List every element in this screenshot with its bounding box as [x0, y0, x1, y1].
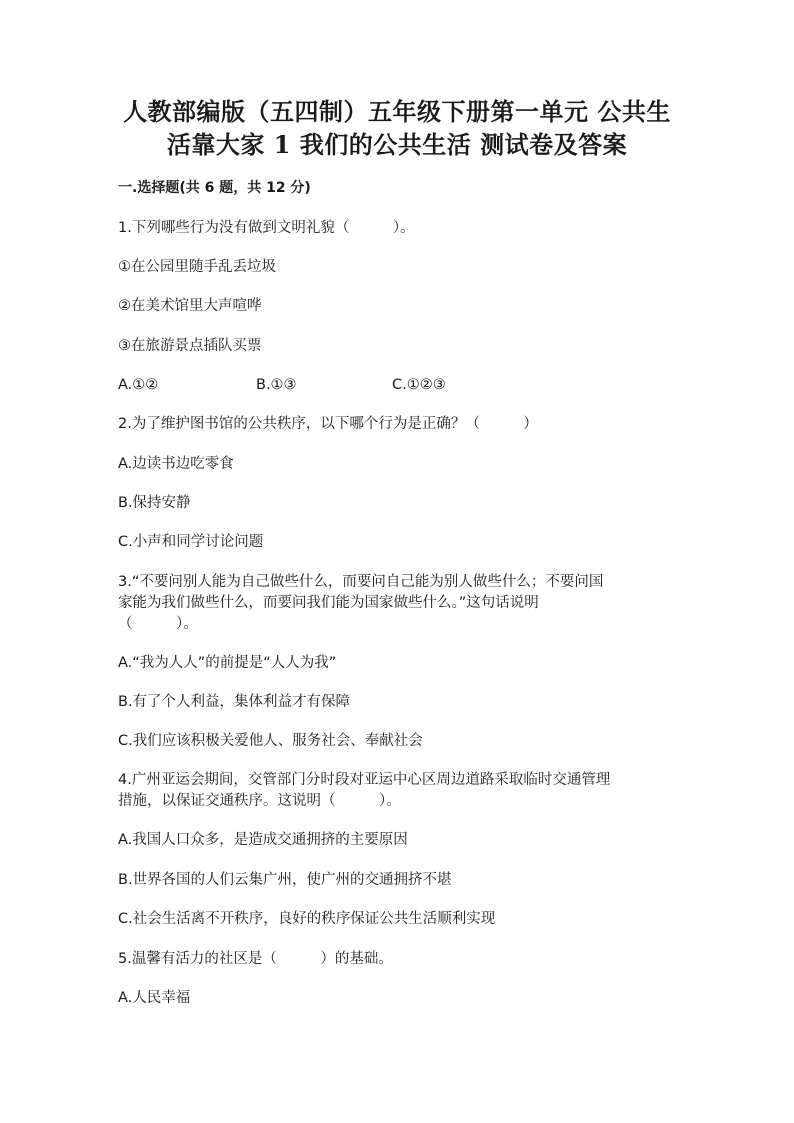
question-5-option-a: A.人民幸福	[118, 990, 191, 1006]
question-3-stem-line-2: 家能为我们做些什么，而要问我们能为国家做些什么。”这句话说明	[118, 595, 539, 611]
question-2-option-c: C.小声和同学讨论问题	[118, 534, 264, 550]
document-title-line-1: 人教部编版（五四制）五年级下册第一单元 公共生	[123, 97, 671, 126]
question-1-option-a: A.①②	[118, 377, 159, 393]
question-2-stem: 2.为了维护图书馆的公共秩序，以下哪个行为是正确？（ ）	[118, 416, 538, 432]
document-title-line-2: 活靠大家 1 我们的公共生活 测试卷及答案	[166, 130, 628, 159]
question-2-option-b: B.保持安静	[118, 495, 191, 511]
section-heading: 一.选择题(共 6 题，共 12 分)	[118, 180, 311, 196]
question-1-option-c: C.①②③	[392, 377, 446, 393]
question-3-stem-line-3: （ ）。	[118, 616, 198, 632]
question-1-item-1: ①在公园里随手乱丢垃圾	[118, 259, 276, 275]
question-4-option-c: C.社会生活离不开秩序，良好的秩序保证公共生活顺利实现	[118, 911, 496, 927]
question-1-option-b: B.①③	[256, 377, 297, 393]
question-2-option-a: A.边读书边吃零食	[118, 456, 234, 472]
question-4-stem-line-1: 4.广州亚运会期间，交管部门分时段对亚运中心区周边道路采取临时交通管理	[118, 772, 611, 788]
question-1-stem: 1.下列哪些行为没有做到文明礼貌（ ）。	[118, 220, 415, 236]
question-1-item-2: ②在美术馆里大声喧哗	[118, 298, 262, 314]
question-5-stem: 5.温馨有活力的社区是（ ）的基础。	[118, 951, 393, 967]
question-3-option-c: C.我们应该积极关爱他人、服务社会、奉献社会	[118, 733, 423, 749]
question-4-option-b: B.世界各国的人们云集广州，使广州的交通拥挤不堪	[118, 872, 452, 888]
question-3-option-a: A.“我为人人”的前提是“人人为我”	[118, 655, 337, 671]
question-1-item-3: ③在旅游景点插队买票	[118, 338, 262, 354]
question-4-option-a: A.我国人口众多，是造成交通拥挤的主要原因	[118, 832, 408, 848]
question-3-stem-line-1: 3.“不要问别人能为自己做些什么，而要问自己能为别人做些什么；不要问国	[118, 574, 604, 590]
question-3-option-b: B.有了个人利益，集体利益才有保障	[118, 694, 351, 710]
question-4-stem-line-2: 措施，以保证交通秩序。这说明（ ）。	[118, 793, 401, 809]
